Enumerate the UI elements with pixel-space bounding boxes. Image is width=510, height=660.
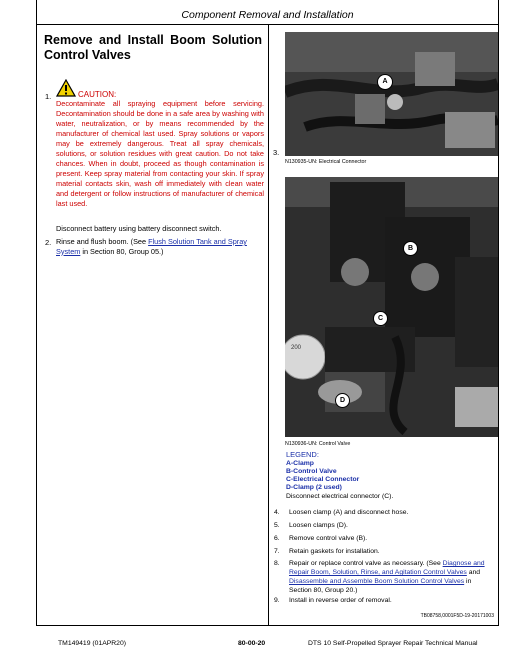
step-7-text: Retain gaskets for installation. [289, 548, 380, 555]
step-number-5: 5. [274, 522, 280, 529]
step-number-3: 3. [273, 148, 280, 157]
step-number-7: 7. [274, 548, 280, 555]
step-number-8: 8. [274, 560, 280, 567]
step-number-6: 6. [274, 535, 280, 542]
step-6-text: Remove control valve (B). [289, 535, 368, 542]
section-title: Remove and Install Boom Solution Control Valves [44, 33, 262, 62]
caution-text: Decontaminate all spraying equipment before servicing. Decontamination should be done in a safe area by washing with water, neutralization, or by means recommended by the manufacturer of chemical last used. Spray solutions or vapors may be extremely dangerous. Treat all spray chemicals, solutions, or solution residues with great caution. Do not take chances. When in doubt, proceed as though contamination is present. Keep spray material from contacting your skin. If spray material contacts skin, wash off immediately with clean water and detergent or follow instructions of manufacturer of chemical last used. [56, 99, 264, 208]
step-8-text [289, 559, 494, 595]
footer-manual-title: DTS 10 Self-Propelled Sprayer Repair Technical Manual [308, 640, 478, 647]
footer-document-id: TM149419 (01APR20) [58, 640, 127, 647]
column-divider [268, 25, 269, 625]
legend-item-a: A-Clamp [286, 460, 314, 467]
step-4-text: Loosen clamp (A) and disconnect hose. [289, 509, 409, 516]
step-3-text: Disconnect electrical connector (C). [286, 493, 394, 500]
caution-icon [56, 79, 76, 97]
reference-code: TB08758,0001F5D-19-20171003 [420, 613, 494, 619]
page-header-title: Component Removal and Installation [181, 9, 354, 21]
legend-item-c: C-Electrical Connector [286, 476, 360, 483]
control-valve-illustration [285, 177, 498, 437]
figure-1-caption: N130935-UN: Electrical Connector [285, 159, 367, 165]
battery-instruction: Disconnect battery using battery disconnect switch. [56, 224, 222, 233]
step-2-text-b: in Section 80, Group 05.) [80, 246, 164, 256]
step-8-text-b: and [466, 569, 481, 576]
step-9-text: Install in reverse order of removal. [289, 597, 392, 604]
step-number-4: 4. [274, 509, 280, 516]
control-valve-photo [285, 177, 498, 437]
step-8-text-a: Repair or replace control valve as necessary. (See [289, 560, 443, 567]
electrical-connector-photo [285, 32, 498, 156]
step-5-text: Loosen clamps (D). [289, 522, 348, 529]
footer-rule [36, 625, 499, 626]
electrical-connector-illustration [285, 32, 498, 156]
footer-page-number: 80-00-20 [238, 640, 266, 647]
step-2-text [56, 237, 264, 256]
figure-2-caption: N130936-UN: Control Valve [285, 441, 351, 447]
page-frame-right [498, 0, 499, 625]
gauge-text: 200 [291, 345, 302, 351]
step-number-1: 1. [45, 92, 52, 101]
callout-a: A [377, 74, 393, 90]
step-2-text-a: Rinse and flush boom. (See [56, 237, 149, 246]
diagnose-repair-link[interactable]: Diagnose and Repair Boom, Solution, Rinse, and Agitation Control Valves [289, 560, 485, 576]
step-number-9: 9. [274, 597, 280, 604]
step-number-2: 2. [45, 238, 52, 247]
legend-title: LEGEND: [286, 450, 319, 459]
callout-c: C [373, 311, 388, 326]
legend-item-b: B-Control Valve [286, 468, 337, 475]
legend-item-d: D-Clamp (2 used) [286, 484, 342, 491]
caution-label: CAUTION: [78, 90, 117, 99]
page-frame-left [36, 0, 37, 625]
callout-d: D [335, 393, 350, 408]
disassemble-assemble-link[interactable]: Disassemble and Assemble Boom Solution Control Valves [289, 578, 465, 585]
callout-b: B [403, 241, 418, 256]
step-8-text-c: in Section 80, Group 20.) [289, 578, 472, 594]
flush-system-link[interactable]: Flush Solution Tank and Spray System [56, 237, 247, 256]
